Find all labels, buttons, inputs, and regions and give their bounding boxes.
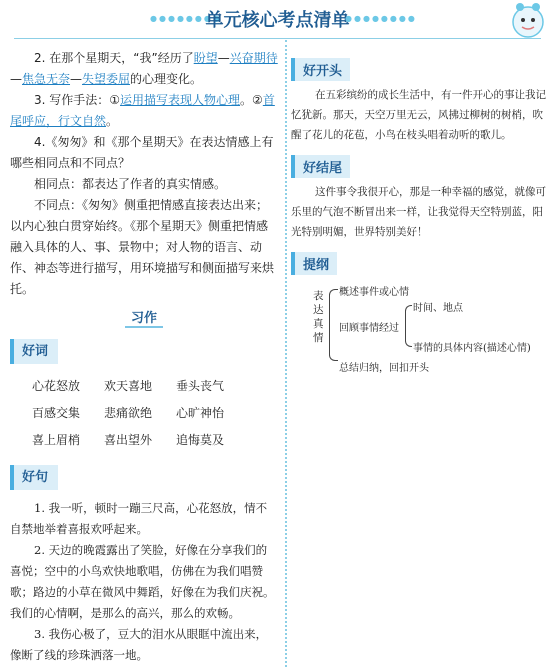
xizuo-heading xyxy=(10,308,278,329)
good-word: 悲痛欲绝 xyxy=(104,406,153,420)
header-band xyxy=(0,0,555,40)
diff-point: 不同点：《匆匆》侧重把情感直接表达出来；以内心独白贯穿始终。《那个星期天》侧重把情感融入具体的人、事、景物中；对人物的语言、动作、神态等进行描写，用环境描写和侧面描写来烘托。 xyxy=(10,198,275,296)
sentence-2: 2. 天边的晚霞露出了笑脸，好像在分享我们的喜悦；空中的小鸟欢快地歌唱，仿佛在为我们唱赞歌；路边的小草在微风中舞蹈，好像在为我们庆祝。我们的心情啊，是那么的高兴，那么的欢畅。 xyxy=(10,543,275,620)
outline-item-3: 总结归纳，回扣开头 xyxy=(339,363,429,374)
left-column xyxy=(10,48,278,666)
right-column xyxy=(291,58,546,401)
point-4: 4.《匆匆》和《那个星期天》在表达情感上有哪些相同点和不同点？ xyxy=(10,135,274,170)
opening-text: 在五彩缤纷的成长生活中，有一件开心的事让我记忆犹新。那天，天空万里无云，风拂过柳树的树梢，吹醒了花儿的花苞，小鸟在枝头唱着动听的歌儿。 xyxy=(291,89,546,141)
stage-1: 盼望 xyxy=(193,51,218,65)
point-3-prefix: 3. 写作手法：① xyxy=(34,93,121,107)
outline-bracket xyxy=(329,289,338,361)
outline-tab: 提纲 xyxy=(291,252,337,275)
method-2: 首尾呼应，行文自然 xyxy=(10,93,275,128)
point-3 xyxy=(10,90,278,132)
outline-diagram xyxy=(291,281,546,401)
mascot-icon xyxy=(509,0,547,42)
sentence-1: 1. 我一听，顿时一蹦三尺高，心花怒放，情不自禁地举着喜报欢呼起来。 xyxy=(10,501,268,536)
point-3-end: 。 xyxy=(106,114,119,128)
same-point: 相同点：都表达了作者的真实情感。 xyxy=(34,177,227,191)
opening-tab: 好开头 xyxy=(291,58,350,81)
good-sentences-tab: 好句 xyxy=(10,465,58,490)
good-word: 垂头丧气 xyxy=(176,379,225,393)
outline-item-1: 概述事件或心情 xyxy=(339,287,409,298)
good-sentences xyxy=(10,498,278,666)
decor-dots-left: ●●●●●●●● xyxy=(150,14,222,23)
good-word: 心花怒放 xyxy=(32,379,81,393)
header-rule xyxy=(14,38,541,39)
stage-2: 兴奋期待 xyxy=(229,51,278,65)
point-2-prefix: 2. 在那个星期天，“我”经历了 xyxy=(34,51,194,65)
column-divider xyxy=(285,40,287,667)
good-words-tab: 好词 xyxy=(10,339,58,364)
dash: — xyxy=(70,72,83,86)
ending-text: 这件事令我很开心，那是一种幸福的感觉，就像可乐里的气泡不断冒出来一样，让我觉得天空特别蓝，阳光特别明媚，世界特别美好！ xyxy=(291,186,546,238)
good-word: 喜上眉梢 xyxy=(32,433,81,447)
stage-3: 焦急无奈 xyxy=(22,72,71,86)
good-word: 喜出望外 xyxy=(104,433,153,447)
dash: — xyxy=(217,51,230,65)
outline-root: 表达真情 xyxy=(313,290,324,344)
ending-tab: 好结尾 xyxy=(291,155,350,178)
outline-sub-bracket xyxy=(405,305,412,347)
good-word: 追悔莫及 xyxy=(176,433,225,447)
sentence-3: 3. 我伤心极了，豆大的泪水从眼眶中流出来，像断了线的珍珠洒落一地。 xyxy=(10,627,268,662)
stage-4: 失望委屈 xyxy=(82,72,131,86)
good-word: 欢天喜地 xyxy=(104,379,153,393)
good-words-grid xyxy=(32,376,278,451)
xizuo-label: 习作 xyxy=(125,311,163,328)
dash: — xyxy=(10,72,22,86)
outline-item-2: 回顾事情经过 xyxy=(339,323,399,334)
point-2-suffix: 的心理变化。 xyxy=(130,72,203,86)
page-title: 单元核心考点清单 xyxy=(205,10,350,31)
decor-dots-right: ●●●●●●●● xyxy=(345,14,417,23)
outline-sub-2: 事情的具体内容(描述心情) xyxy=(413,343,531,354)
good-word: 心旷神怡 xyxy=(176,406,225,420)
outline-sub-1: 时间、地点 xyxy=(413,303,463,314)
good-word: 百感交集 xyxy=(32,406,81,420)
point-3-mid: 。② xyxy=(240,93,263,107)
point-2 xyxy=(10,48,278,90)
method-1: 运用描写表现人物心理 xyxy=(120,93,241,107)
